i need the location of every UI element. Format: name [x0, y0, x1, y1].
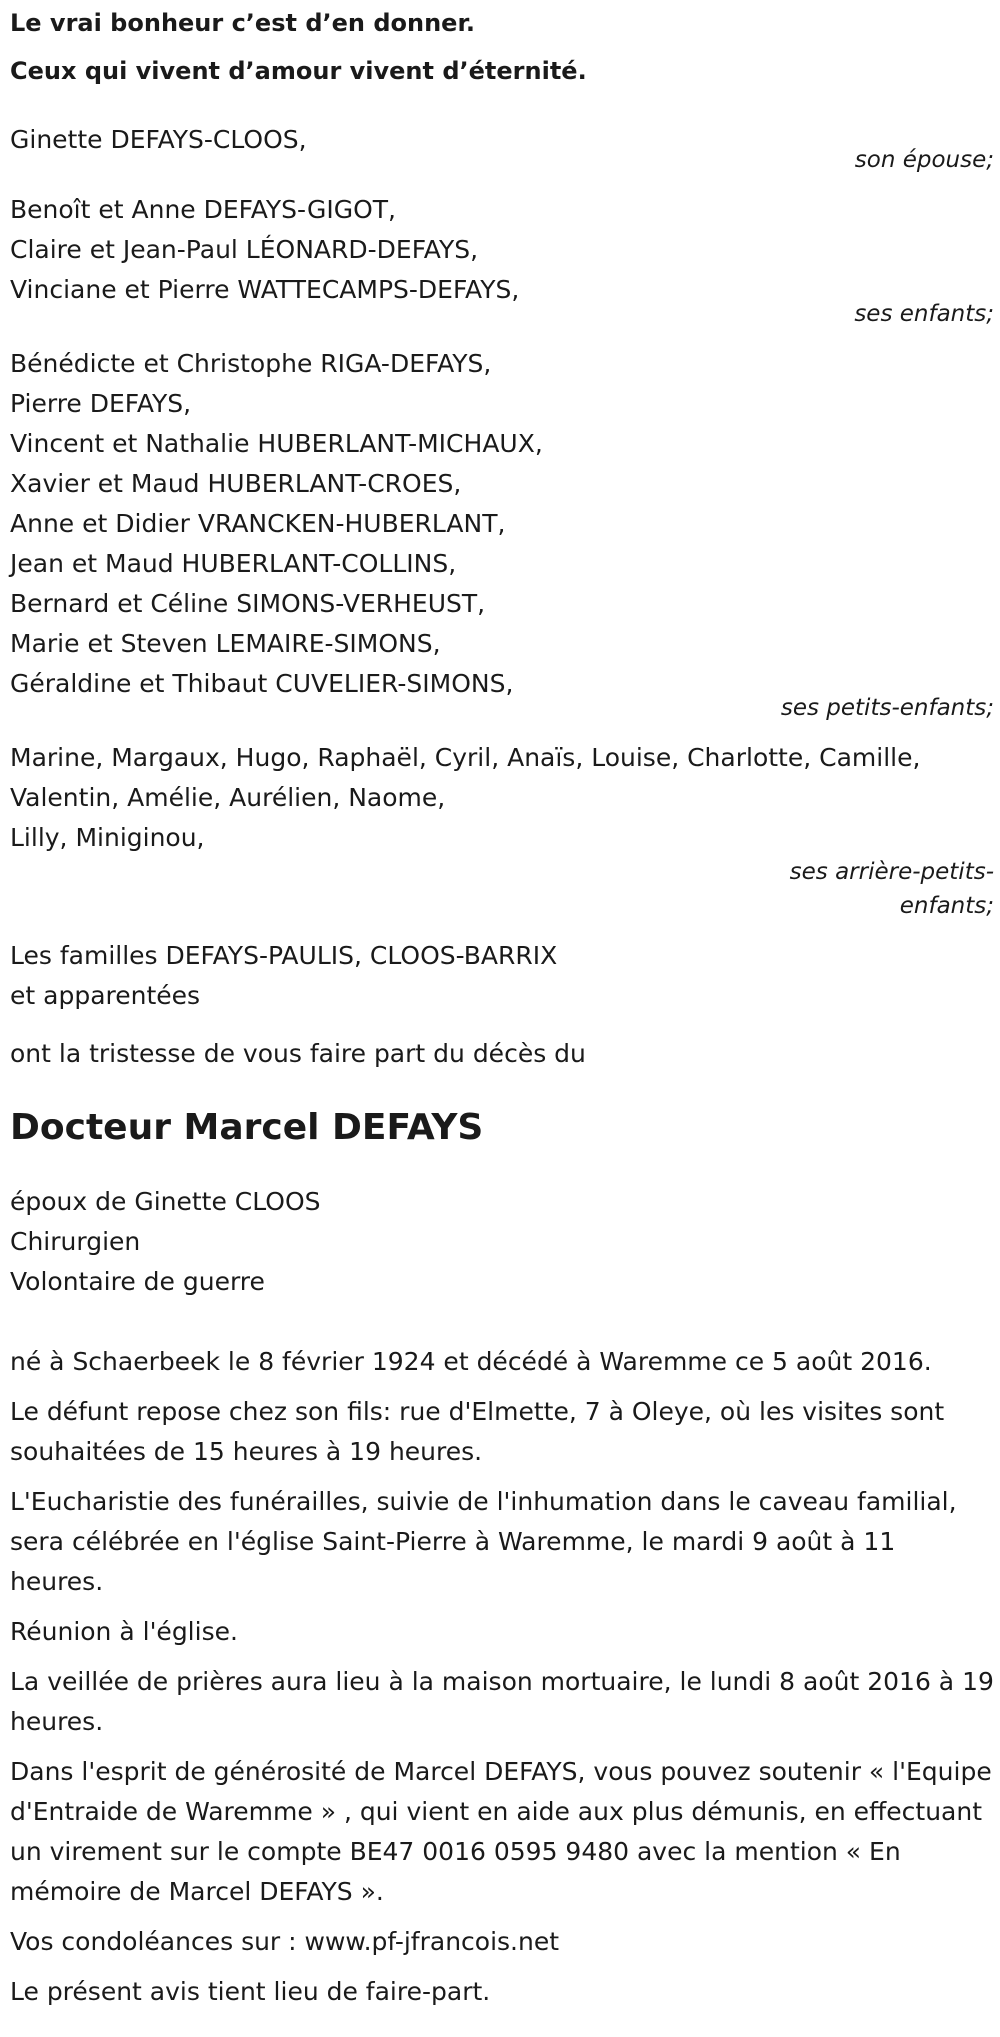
- deceased-detail: époux de Ginette CLOOS: [10, 1187, 321, 1216]
- visitation-paragraph: Le défunt repose chez son fils: rue d'Elmette, 7 à Oleye, où les visites sont souhaitées de 15 heures à 19 heures.: [10, 1397, 945, 1466]
- great-grandchild-names: Marine, Margaux, Hugo, Raphaël, Cyril, Anaïs, Louise, Charlotte, Camille,: [10, 743, 921, 772]
- epigraph-line-1: Le vrai bonheur c’est d’en donner.: [10, 9, 475, 37]
- spouse-role: son épouse;: [854, 147, 994, 173]
- deceased-detail: Chirurgien: [10, 1227, 141, 1256]
- families-group: [10, 936, 994, 1016]
- deceased-details: [10, 1182, 994, 1302]
- grandchildren-group: [10, 344, 994, 728]
- spouse-name: Ginette DEFAYS-CLOOS,: [10, 125, 307, 154]
- epigraph-line-2: Ceux qui vivent d’amour vivent d’éternité.: [10, 57, 587, 85]
- families-line: Les familles DEFAYS-PAULIS, CLOOS-BARRIX: [10, 941, 558, 970]
- great-grandchildren-group: [10, 738, 994, 926]
- families-line: et apparentées: [10, 981, 201, 1010]
- funeral-details: [10, 1342, 994, 2012]
- grandchild-name: Bernard et Céline SIMONS-VERHEUST,: [10, 589, 486, 618]
- great-grandchildren-role-line-1: ses arrière-petits-: [789, 859, 994, 885]
- children-group: [10, 190, 994, 334]
- great-grandchild-names: Lilly, Miniginou,: [10, 823, 205, 852]
- grandchild-name: Pierre DEFAYS,: [10, 389, 192, 418]
- announcement: ont la tristesse de vous faire part du décès du: [10, 1039, 586, 1068]
- notice-paragraph: Le présent avis tient lieu de faire-part.: [10, 1977, 491, 2006]
- birth-death-paragraph: né à Schaerbeek le 8 février 1924 et décédé à Waremme ce 5 août 2016.: [10, 1347, 932, 1376]
- deceased-name: Docteur Marcel DEFAYS: [10, 1107, 484, 1148]
- great-grandchild-names: Valentin, Amélie, Aurélien, Naome,: [10, 783, 446, 812]
- child-name: Claire et Jean-Paul LÉONARD-DEFAYS,: [10, 235, 479, 264]
- vigil-paragraph: La veillée de prières aura lieu à la maison mortuaire, le lundi 8 août 2016 à 19 heures.: [10, 1667, 994, 1736]
- funeral-paragraph: L'Eucharistie des funérailles, suivie de l'inhumation dans le caveau familial, sera célébrée en l'église Saint-Pierre à Waremme, le mardi 9 août à 11 heures.: [10, 1487, 957, 1596]
- great-grandchildren-role-line-2: enfants;: [899, 893, 994, 919]
- grandchildren-role: ses petits-enfants;: [780, 695, 994, 721]
- grandchild-name: Vincent et Nathalie HUBERLANT-MICHAUX,: [10, 429, 543, 458]
- grandchild-name: Xavier et Maud HUBERLANT-CROES,: [10, 469, 462, 498]
- condolences-paragraph: Vos condoléances sur : www.pf-jfrancois.net: [10, 1927, 560, 1956]
- meeting-paragraph: Réunion à l'église.: [10, 1617, 238, 1646]
- grandchild-name: Bénédicte et Christophe RIGA-DEFAYS,: [10, 349, 492, 378]
- spouse-group: [10, 120, 994, 180]
- deceased-detail: Volontaire de guerre: [10, 1267, 265, 1296]
- grandchild-name: Marie et Steven LEMAIRE-SIMONS,: [10, 629, 441, 658]
- children-role: ses enfants;: [854, 301, 994, 327]
- grandchild-name: Géraldine et Thibaut CUVELIER-SIMONS,: [10, 669, 514, 698]
- obituary-notice: [10, 0, 994, 2022]
- child-name: Vinciane et Pierre WATTECAMPS-DEFAYS,: [10, 275, 520, 304]
- donation-paragraph: Dans l'esprit de générosité de Marcel DEFAYS, vous pouvez soutenir « l'Equipe d'Entraide de Waremme » , qui vient en aide aux plus démunis, en effectuant un virement sur le compte BE47 0016 0595 9480 avec la mention « En mémoire de Marcel DEFAYS ».: [10, 1757, 992, 1906]
- grandchild-name: Jean et Maud HUBERLANT-COLLINS,: [10, 549, 457, 578]
- grandchild-name: Anne et Didier VRANCKEN-HUBERLANT,: [10, 509, 506, 538]
- child-name: Benoît et Anne DEFAYS-GIGOT,: [10, 195, 396, 224]
